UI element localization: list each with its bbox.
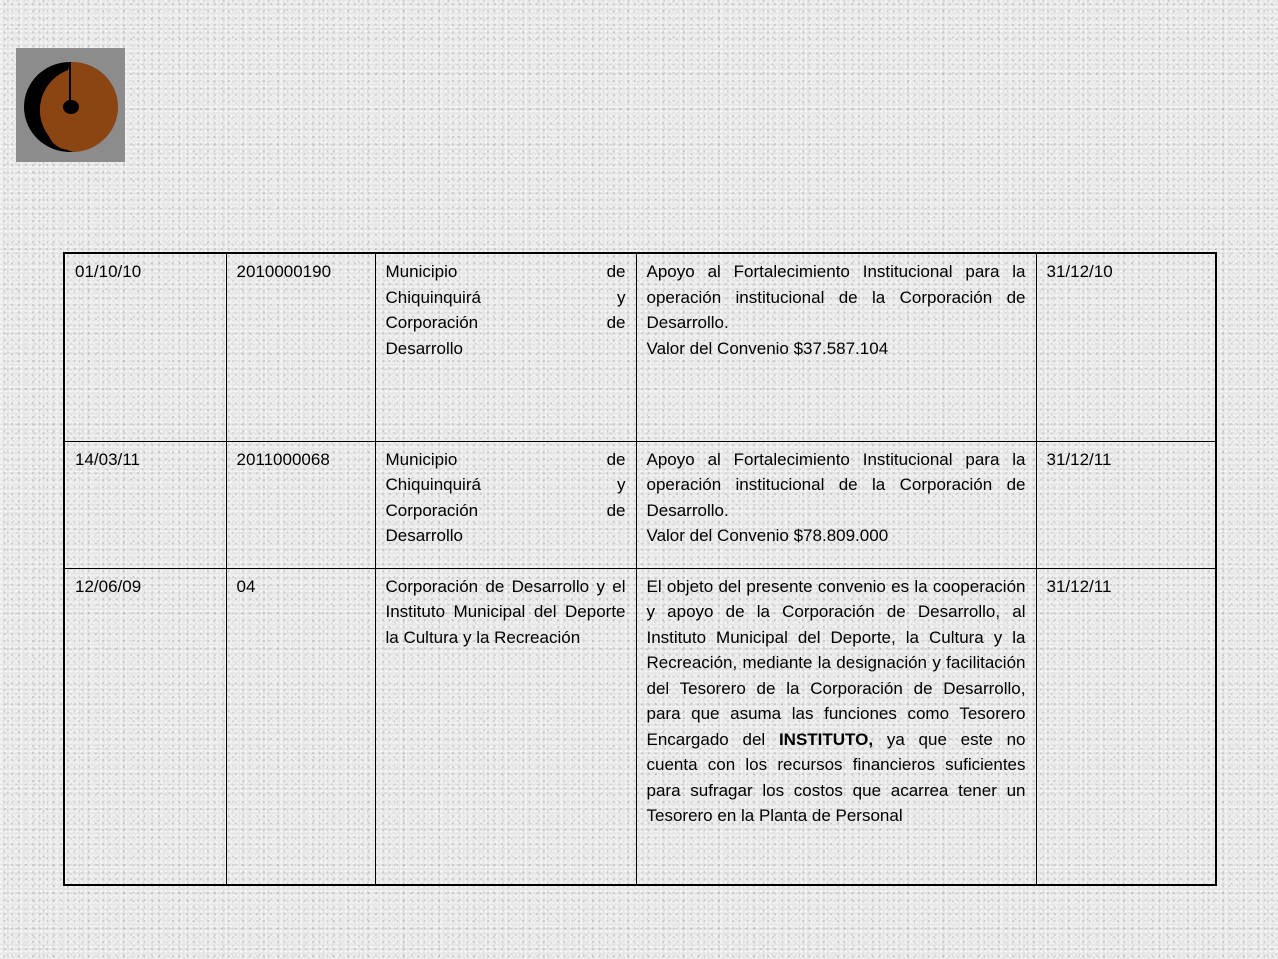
- numero-text: 2011000068: [236, 449, 330, 469]
- partes-line: Desarrollo: [385, 526, 463, 545]
- partes-line: Desarrollo: [385, 338, 463, 358]
- fecha-fin-text: 31/12/10: [1046, 262, 1113, 281]
- cell-partes: [375, 441, 636, 568]
- cell-partes: [375, 568, 636, 885]
- table-row: [64, 441, 1216, 568]
- objeto-text-after: ya que este no cuenta con los recursos financieros suficientes para sufragar los costos que acarrea tener un Tesorero en la Planta de Personal: [646, 729, 1026, 825]
- fecha-inicio-text: 14/03/11: [75, 449, 140, 469]
- cell-partes: [375, 253, 636, 441]
- cell-objeto: [636, 441, 1036, 568]
- convenios-table: [63, 252, 1217, 886]
- cell-fecha-fin: [1036, 568, 1216, 885]
- objeto-text: [647, 574, 1026, 829]
- cell-fecha-fin: [1036, 253, 1216, 441]
- cell-numero: [226, 441, 375, 568]
- partes-line: Chiquinquirá y: [385, 287, 626, 307]
- numero-text: 2010000190: [236, 262, 332, 281]
- objeto-text-before: El objeto del presente convenio es la cooperación y apoyo de la Corporación de Desarrollo, al Instituto Municipal del Deporte, la Cultura y la Recreación, mediante la designación y facilitación del Tesorero de la Corporación de Desarrollo, para que asuma las funciones como Tesorero Encargado del: [646, 576, 1026, 749]
- fecha-inicio-text: 12/06/09: [75, 576, 142, 596]
- cell-fecha-fin: [1036, 441, 1216, 568]
- valor-convenio-text: Valor del Convenio $78.809.000: [646, 526, 889, 545]
- objeto-text: Apoyo al Fortalecimiento Institucional para la operación institucional de la Corporación de Desarrollo.: [646, 262, 1026, 332]
- fecha-fin-text: 31/12/11: [1046, 576, 1112, 596]
- numero-text: 04: [236, 576, 256, 596]
- fecha-inicio-text: 01/10/10: [75, 262, 142, 281]
- cell-fecha-inicio: [64, 568, 226, 885]
- table-row: [64, 253, 1216, 441]
- partes-line: Chiquinquirá y: [385, 475, 626, 494]
- cell-fecha-inicio: [64, 441, 226, 568]
- valor-convenio-text: Valor del Convenio $37.587.104: [646, 338, 889, 358]
- partes-text: Corporación de Desarrollo y el Instituto Municipal del Deporte la Cultura y la Recreación: [385, 576, 626, 647]
- logo-emblem-icon: [16, 48, 125, 162]
- objeto-text-bold: INSTITUTO,: [778, 729, 874, 749]
- table-row: [64, 568, 1216, 885]
- partes-line: Municipio de: [385, 262, 626, 281]
- cell-numero: [226, 253, 375, 441]
- partes-line: Corporación de: [385, 500, 626, 520]
- logo: [16, 48, 125, 162]
- fecha-fin-text: 31/12/11: [1046, 449, 1112, 469]
- cell-objeto: [636, 253, 1036, 441]
- partes-line: Municipio de: [385, 449, 626, 469]
- cell-numero: [226, 568, 375, 885]
- partes-line: Corporación de: [385, 313, 626, 332]
- objeto-text: Apoyo al Fortalecimiento Institucional para la operación institucional de la Corporación de Desarrollo.: [646, 449, 1026, 520]
- cell-fecha-inicio: [64, 253, 226, 441]
- cell-objeto: [636, 568, 1036, 885]
